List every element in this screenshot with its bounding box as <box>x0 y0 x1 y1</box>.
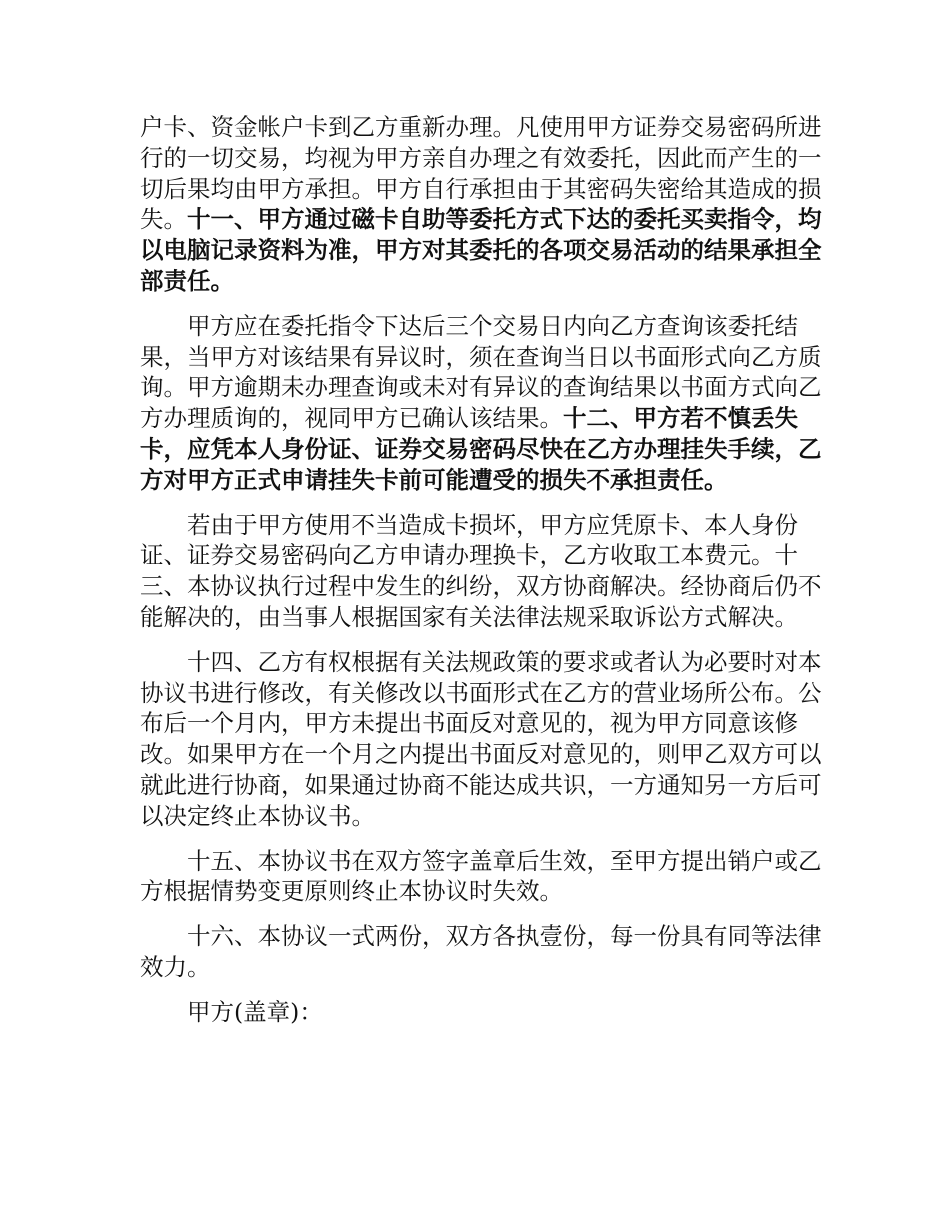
paragraph-clause-fifteen: 十五、本协议书在双方签字盖章后生效，至甲方提出销户或乙方根据情势变更原则终止本协议时失效。 <box>140 846 822 906</box>
paragraph-clause-fourteen: 十四、乙方有权根据有关法规政策的要求或者认为必要时对本协议书进行修改，有关修改以书面形式在乙方的营业场所公布。公布后一个月内，甲方未提出书面反对意见的，视为甲方同意该修改。如果甲方在一个月之内提出书面反对意见的，则甲乙双方可以就此进行协商，如果通过协商不能达成共识，一方通知另一方后可以决定终止本协议书。 <box>140 647 822 830</box>
bold-clause-text: 十一、甲方通过磁卡自助等委托方式下达的委托买卖指令，均以电脑记录资料为准，甲方对其委托的各项交易活动的结果承担全部责任。 <box>140 205 822 295</box>
paragraph-clause-sixteen: 十六、本协议一式两份，双方各执壹份，每一份具有同等法律效力。 <box>140 922 822 981</box>
paragraph-text: 甲方应在委托指令下达后三个交易日内向乙方查询该委托结果，当甲方对该结果有异议时，须在查询当日以书面形式向乙方质询。甲方逾期未办理查询或未对有异议的查询结果以书面方式向乙方办理质询的，视同甲方已确认该结果。 <box>140 311 822 433</box>
paragraph-clause-twelve <box>140 311 830 496</box>
paragraph-text: 户卡、资金帐户卡到乙方重新办理。凡使用甲方证券交易密码所进行的一切交易，均视为甲方亲自办理之有效委托，因此而产生的一切后果均由甲方承担。甲方自行承担由于其密码失密给其造成的损失。 <box>140 113 822 234</box>
paragraph-clause-eleven <box>140 112 830 297</box>
paragraph-clause-thirteen: 若由于甲方使用不当造成卡损坏，甲方应凭原卡、本人身份证、证券交易密码向乙方申请办理换卡，乙方收取工本费元。十三、本协议执行过程中发生的纠纷，双方协商解决。经协商后仍不能解决的，由当事人根据国家有关法律法规采取诉讼方式解决。 <box>140 510 822 631</box>
bold-clause-text: 十二、甲方若不慎丢失卡，应凭本人身份证、证券交易密码尽快在乙方办理挂失手续，乙方对甲方正式申请挂失卡前可能遭受的损失不承担责任。 <box>140 404 822 494</box>
document-body <box>140 112 830 1042</box>
signature-line-party-a: 甲方(盖章)： <box>187 997 323 1026</box>
